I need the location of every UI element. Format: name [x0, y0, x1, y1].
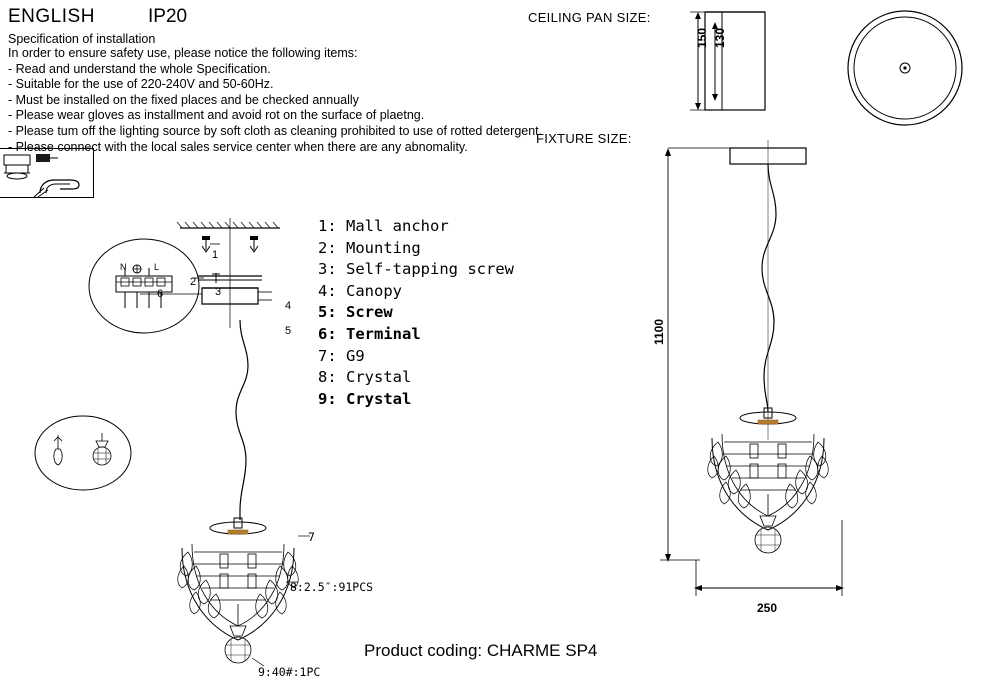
part-label: Crystal: [346, 368, 412, 387]
ceiling-pan-drawing: [660, 4, 1000, 132]
fixture-width-dimension: 250: [757, 601, 778, 615]
part-number: 6:: [318, 324, 337, 343]
part-number: 7:: [318, 346, 337, 365]
ceiling-pan-outer-dimension: 150: [695, 27, 709, 48]
ceiling-pan-inner-dimension: 130: [713, 27, 727, 48]
spec-line: - Suitable for the use of 220-240V and 50-60Hz.: [8, 77, 274, 92]
crystal-detail-circle: [34, 415, 134, 493]
callout-2: 2: [190, 276, 197, 288]
callout-5: 5: [285, 325, 292, 337]
parts-list-item: [318, 324, 514, 346]
parts-list-item: [318, 367, 514, 389]
parts-list-item: [318, 281, 514, 303]
part-label: Crystal: [346, 389, 412, 408]
callout-1: 1: [212, 249, 219, 261]
part-label: Canopy: [346, 281, 403, 300]
chandelier-main-drawing: [148, 508, 328, 688]
part-number: 9:: [318, 389, 337, 408]
part-label: Screw: [346, 303, 393, 322]
callout-9: 9:40#:1PC: [258, 665, 321, 679]
spec-title: Specification of installation: [8, 32, 156, 46]
part-number: 5:: [318, 303, 337, 322]
glove-warning-pictogram-box: [0, 148, 94, 198]
glove-warning-icon: [0, 149, 93, 198]
parts-list-item: [318, 389, 514, 411]
parts-list-item: [318, 302, 514, 324]
spec-line: - Please connect with the local sales service center when there are any abnomality.: [8, 139, 468, 154]
canopy-mounting-diagram: [160, 218, 330, 328]
parts-list-item: [318, 346, 514, 368]
fixture-height-dimension: 1100: [652, 318, 666, 345]
part-number: 2:: [318, 238, 337, 257]
part-label: Self-tapping screw: [346, 260, 514, 279]
fixture-size-drawing: [640, 140, 1000, 620]
spec-intro: In order to ensure safety use, please notice the following items:: [8, 46, 358, 60]
parts-list-item: [318, 216, 514, 238]
ceiling-pan-size-title: CEILING PAN SIZE:: [528, 10, 651, 25]
language-label: ENGLISH: [8, 6, 95, 27]
part-label: Terminal: [346, 324, 421, 343]
callout-6: 6: [157, 288, 164, 300]
spec-line: - Read and understand the whole Specification.: [8, 61, 271, 76]
spec-line: - Please tum off the lighting source by soft cloth as cleaning prohibited to use of rotted detergent.: [8, 123, 543, 138]
callout-7: 7: [308, 530, 315, 544]
part-number: 1:: [318, 217, 337, 235]
spec-lines: [8, 46, 542, 155]
part-number: 3:: [318, 260, 337, 279]
parts-list-item: [318, 238, 514, 260]
part-label: Mounting: [346, 238, 421, 257]
spec-line: - Must be installed on the fixed places and be checked annually: [8, 92, 359, 107]
suspension-cable: [218, 320, 278, 520]
callout-3: 3: [215, 286, 222, 298]
fixture-size-title: FIXTURE SIZE:: [536, 131, 632, 146]
part-label: Mall anchor: [346, 217, 449, 235]
spec-line: - Please wear gloves as installment and avoid rot on the surface of plaetng.: [8, 108, 425, 123]
product-coding-label: Product coding: CHARME SP4: [364, 641, 598, 660]
parts-list-item: [318, 259, 514, 281]
part-label: G9: [346, 346, 365, 365]
callout-8: 8:2.5″:91PCS: [290, 580, 374, 594]
terminal-marking-n: N: [120, 262, 127, 272]
part-number: 8:: [318, 368, 337, 387]
ip-rating-label: IP20: [148, 6, 188, 27]
callout-4: 4: [285, 300, 292, 312]
parts-list: [318, 216, 514, 410]
part-number: 4:: [318, 281, 337, 300]
terminal-marking-l: L: [154, 262, 160, 272]
